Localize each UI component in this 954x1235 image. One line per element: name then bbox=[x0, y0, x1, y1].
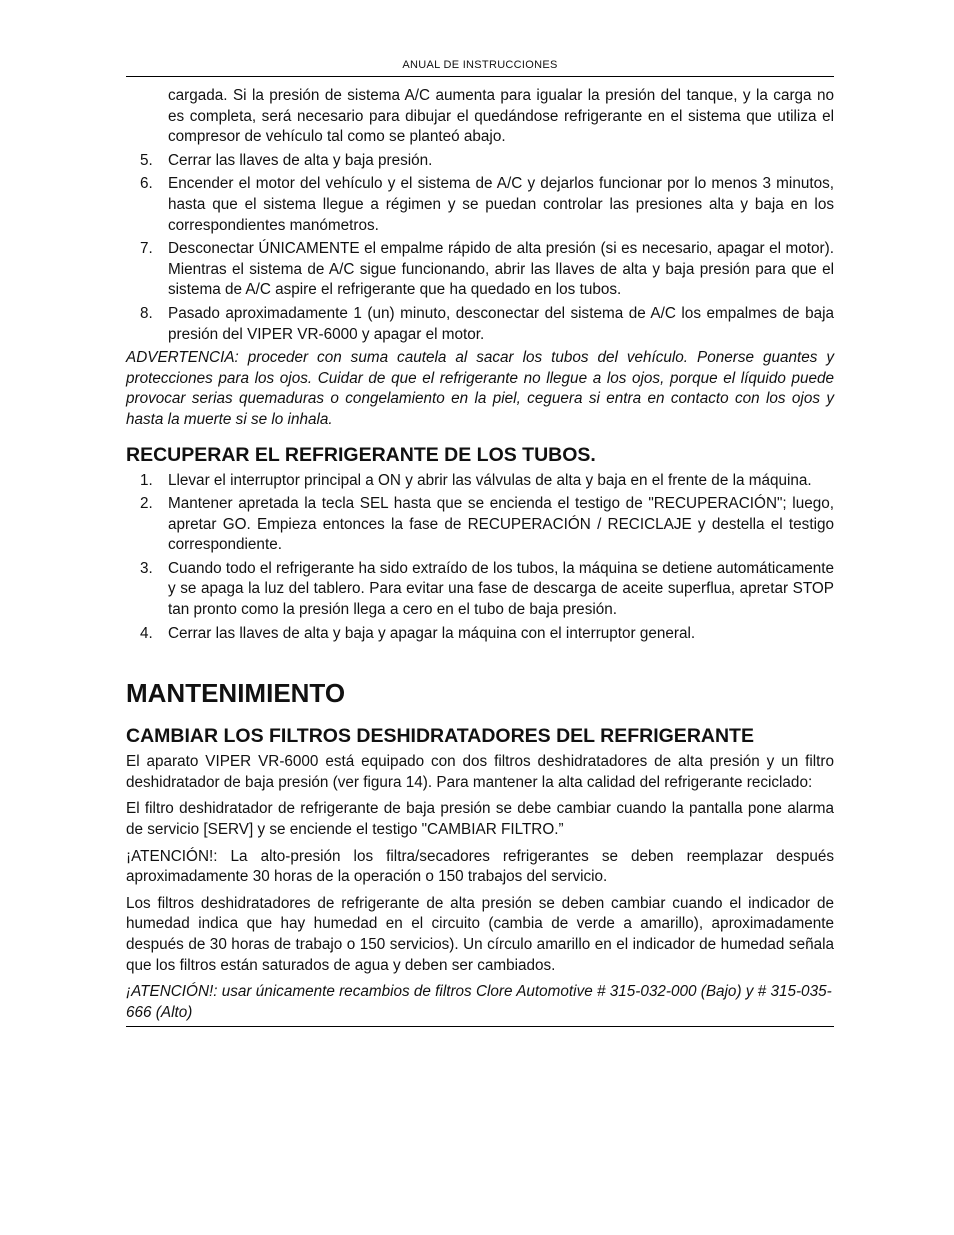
footer-rule bbox=[126, 1026, 834, 1027]
paragraph: ¡ATENCIÓN!: La alto-presión los filtra/secadores refrigerantes se deben reemplazar después aproximadamente 30 horas de la operación o 150 trabajos del servicio. bbox=[126, 847, 834, 886]
step-text: Desconectar ÚNICAMENTE el empalme rápido de alta presión (si es necesario, apagar el motor). Mientras el sistema de A/C sigue funcionando, abrir las llaves de alta y baja presión para que el sistema de A/C aspire el refrigerante que ha quedado en los tubos. bbox=[168, 240, 834, 299]
list-item bbox=[126, 239, 834, 301]
step-text: Pasado aproximadamente 1 (un) minuto, desconectar del sistema de A/C los empalmes de baja presión del VIPER VR-6000 y apagar el motor. bbox=[168, 304, 834, 343]
list-item bbox=[126, 494, 834, 556]
step-number: 8. bbox=[140, 304, 153, 322]
step-number: 6. bbox=[140, 175, 153, 193]
list-item bbox=[126, 624, 834, 645]
step-number: 7. bbox=[140, 240, 153, 258]
filter-note: ¡ATENCIÓN!: usar únicamente recambios de filtros Clore Automotive # 315-032-000 (Bajo) y # 315-035-666 (Alto) bbox=[126, 983, 832, 1021]
step-number: 5. bbox=[140, 151, 153, 169]
continued-paragraph: cargada. Si la presión de sistema A/C aumenta para igualar la presión del tanque, y la carga no es completa, será necesario para dibujar el quedándose refrigerante en el sistema que utiliza el compresor de vehículo tal como se planteó abajo. bbox=[168, 87, 834, 146]
section-title-recover: RECUPERAR EL REFRIGERANTE DE LOS TUBOS. bbox=[126, 443, 596, 466]
list-item bbox=[126, 304, 834, 345]
running-header: ANUAL DE INSTRUCCIONES bbox=[126, 58, 834, 77]
steps-list-recover bbox=[126, 471, 834, 645]
step-text: Cerrar las llaves de alta y baja presión. bbox=[168, 151, 433, 169]
step-text: Mantener apretada la tecla SEL hasta que se encienda el testigo de "RECUPERACIÓN"; luego, apretar GO. Empieza entonces la fase de RECUPERACIÓN / RECICLAJE y destella el testigo correspondiente. bbox=[168, 495, 834, 554]
subsection-title-filters: CAMBIAR LOS FILTROS DESHIDRATADORES DEL REFRIGERANTE bbox=[126, 725, 754, 748]
steps-list-charge bbox=[126, 151, 834, 345]
warning-paragraph: ADVERTENCIA: proceder con suma cautela al sacar los tubos del vehículo. Ponerse guantes y protecciones para los ojos. Cuidar de que el refrigerante no llegue a los ojos, porque el líquido puede provocar serias quemaduras o congelamiento en la piel, ceguera si entra en contacto con los ojos y hasta la muerte si se lo inhala. bbox=[126, 349, 834, 428]
section-title-maintenance: MANTENIMIENTO bbox=[126, 678, 346, 709]
step-number: 3. bbox=[140, 559, 153, 577]
step-text: Llevar el interruptor principal a ON y abrir las válvulas de alta y baja en el frente de la máquina. bbox=[168, 471, 812, 489]
step-text: Cuando todo el refrigerante ha sido extraído de los tubos, la máquina se detiene automáticamente y se apaga la luz del tablero. Para evitar una fase de descarga de aceite superflua, apretar STOP tan pronto como la presión llega a cero en el tubo de baja presión. bbox=[168, 559, 834, 619]
step-number: 4. bbox=[140, 624, 153, 642]
list-item bbox=[126, 174, 834, 236]
paragraph: El filtro deshidratador de refrigerante de baja presión se debe cambiar cuando la pantalla pone alarma de servicio [SERV] y se enciende el testigo "CAMBIAR FILTRO.” bbox=[126, 800, 834, 839]
paragraph: El aparato VIPER VR-6000 está equipado con dos filtros deshidratadores de alta presión y un filtro deshidratador de baja presión (ver figura 14). Para mantener la alta calidad del refrigerante reciclado: bbox=[126, 753, 834, 791]
list-item bbox=[126, 151, 834, 172]
step-number: 1. bbox=[140, 471, 153, 489]
list-item bbox=[126, 471, 834, 492]
manual-page bbox=[126, 58, 834, 1027]
step-number: 2. bbox=[140, 495, 153, 513]
paragraph: Los filtros deshidratadores de refrigerante de alta presión se deben cambiar cuando el indicador de humedad indica que hay humedad en el circuito (cambia de verde a amarillo), aproximadamente después de 30 horas de trabajo o 150 servicios). Un círculo amarillo en el indicador de humedad señala que los filtros están saturados de agua y deben ser cambiados. bbox=[126, 894, 834, 974]
step-text: Encender el motor del vehículo y el sistema de A/C y dejarlos funcionar por lo menos 3 minutos, hasta que el sistema llegue a régimen y se puedan controlar las presiones alta y baja en los correspondientes manómetros. bbox=[168, 175, 834, 234]
list-item bbox=[126, 559, 834, 621]
step-text: Cerrar las llaves de alta y baja y apagar la máquina con el interruptor general. bbox=[168, 624, 696, 642]
